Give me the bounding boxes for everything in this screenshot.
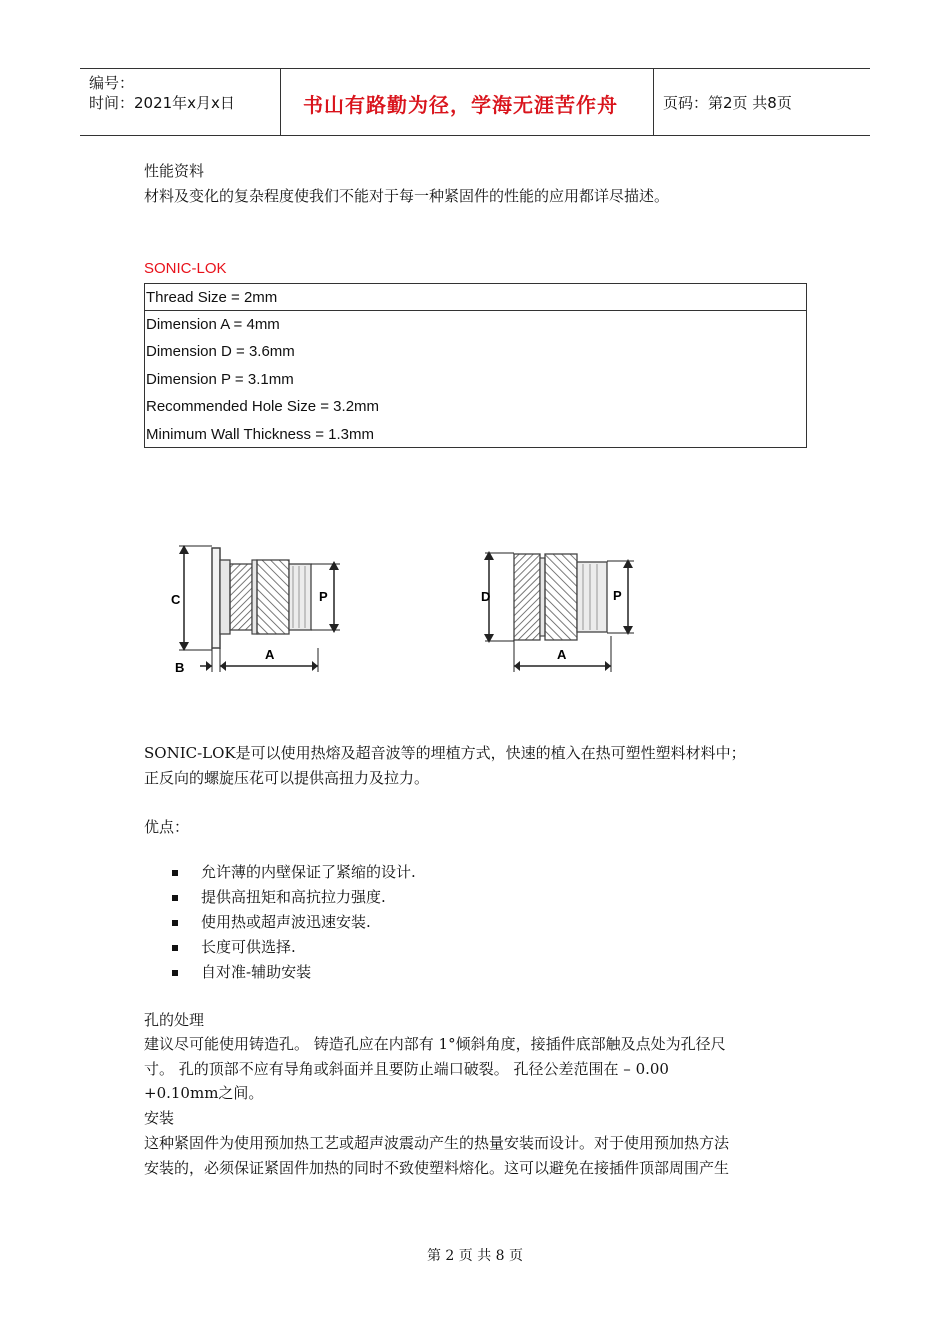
page-footer: 第 2 页 共 8 页 bbox=[426, 1248, 524, 1264]
label-a-right: A bbox=[557, 647, 567, 662]
label-b: B bbox=[175, 660, 185, 675]
list-item bbox=[172, 960, 416, 985]
install-title: 安装 bbox=[144, 1109, 175, 1127]
pilot-right bbox=[577, 562, 607, 632]
advantages-title: 优点： bbox=[144, 818, 190, 836]
spec-row: Minimum Wall Thickness = 1.3mm bbox=[146, 425, 374, 443]
spec-table bbox=[144, 283, 807, 448]
hole-line-3: +0.10mm之间。 bbox=[144, 1084, 264, 1102]
spec-row: Recommended Hole Size = 3.2mm bbox=[146, 398, 380, 416]
label-p-right: P bbox=[613, 588, 622, 603]
insert-diagrams bbox=[165, 540, 645, 680]
spec-row: Dimension P = 3.1mm bbox=[146, 370, 294, 388]
performance-body: 材料及变化的复杂程度使我们不能对于每一种紧固件的性能的应用都详尽描述。 bbox=[144, 187, 670, 205]
list-item-text: 允许薄的内壁保证了紧缩的设计. bbox=[201, 863, 416, 881]
label-a-left: A bbox=[265, 647, 275, 662]
straight-insert-drawing bbox=[481, 551, 634, 672]
label-c: C bbox=[171, 592, 181, 607]
install-line-2: 安装的，必须保证紧固件加热的同时不致使塑料熔化。这可以避免在接插件顶部周围产生 bbox=[144, 1159, 730, 1177]
header-page-info: 页码：第2页 共8页 bbox=[663, 93, 792, 112]
list-item bbox=[172, 885, 416, 910]
groove bbox=[252, 560, 257, 634]
bullet-square-icon bbox=[172, 970, 178, 976]
header-motto: 书山有路勤为径，学海无涯苦作舟 bbox=[281, 69, 654, 135]
knurl-1 bbox=[230, 564, 252, 630]
list-item-text: 提供高扭矩和高抗拉力强度. bbox=[201, 888, 386, 906]
product-name: SONIC-LOK bbox=[144, 260, 227, 277]
advantages-list bbox=[172, 860, 416, 985]
knurl-1-right bbox=[514, 554, 540, 640]
hole-line-2: 寸。 孔的顶部不应有导角或斜面并且要防止端口破裂。 孔径公差范围在 – 0.00 bbox=[144, 1060, 669, 1078]
label-d: D bbox=[481, 589, 491, 604]
hole-line-1: 建议尽可能使用铸造孔。 铸造孔应在内部有 1°倾斜角度，接插件底部触及点处为孔径尺 bbox=[144, 1035, 726, 1053]
list-item-text: 长度可供选择. bbox=[201, 938, 296, 956]
knurl-2 bbox=[257, 560, 289, 634]
list-item-text: 自对准-辅助安装 bbox=[201, 963, 312, 981]
flange bbox=[212, 548, 220, 648]
number-label: 编号： bbox=[89, 74, 135, 92]
spec-row: Dimension D = 3.6mm bbox=[146, 343, 295, 361]
install-line-1: 这种紧固件为使用预加热工艺或超声波震动产生的热量安装而设计。对于使用预加热方法 bbox=[144, 1134, 730, 1152]
pilot bbox=[289, 564, 311, 630]
header-meta bbox=[80, 69, 281, 135]
time-label: 时间：2021年x月x日 bbox=[89, 94, 235, 112]
bullet-square-icon bbox=[172, 945, 178, 951]
neck bbox=[220, 560, 230, 634]
list-item bbox=[172, 935, 416, 960]
description-line-1: SONIC-LOK是可以使用热熔及超音波等的埋植方式，快速的植入在热可塑性塑料材料中； bbox=[144, 744, 746, 762]
spec-row: Dimension A = 4mm bbox=[146, 316, 280, 333]
bullet-square-icon bbox=[172, 895, 178, 901]
groove-right bbox=[540, 558, 545, 636]
spec-thread-size: Thread Size = 2mm bbox=[145, 284, 806, 311]
list-item bbox=[172, 910, 416, 935]
hole-title: 孔的处理 bbox=[144, 1011, 205, 1029]
list-item bbox=[172, 860, 416, 885]
performance-title: 性能资料 bbox=[144, 162, 205, 180]
document-header bbox=[80, 68, 870, 136]
bullet-square-icon bbox=[172, 920, 178, 926]
flanged-insert-drawing bbox=[171, 545, 340, 675]
bullet-square-icon bbox=[172, 870, 178, 876]
list-item-text: 使用热或超声波迅速安装. bbox=[201, 913, 371, 931]
label-p-left: P bbox=[319, 589, 328, 604]
knurl-2-right bbox=[545, 554, 577, 640]
description-line-2: 正反向的螺旋压花可以提供高扭力及拉力。 bbox=[144, 769, 430, 787]
